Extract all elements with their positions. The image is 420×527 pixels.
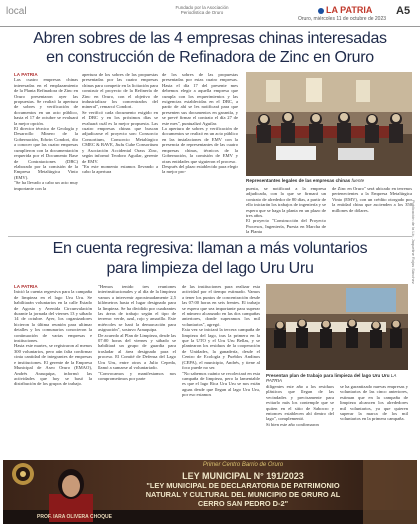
article2-column-4: diligentes este año a los residuos plásticos que llegan de las vecindades y precisamente para evitarlo más los contemple que se quiten en el sitio de Sabocro y entonces establecen ahí dentro del lago", complementó. Si bien este año confirmaron xyxy=(266,384,334,427)
municipal-seal-icon xyxy=(11,462,35,486)
page-number: A5 xyxy=(396,5,411,17)
section-label: local xyxy=(6,6,27,17)
article1-photo xyxy=(246,72,412,176)
date-line: Oruro, miércoles 11 de octubre de 2023 xyxy=(298,16,387,22)
article1-headline-line2: en construcción de Refinadora de Zinc en Oruro xyxy=(46,49,374,66)
article1-photo-caption xyxy=(246,178,412,183)
article2-byline: LA PATRIA xyxy=(14,284,38,289)
logo-text: LA PATRIA xyxy=(326,5,373,15)
article2-photo-caption xyxy=(266,373,410,384)
article2-photo-credit: LA PATRIA xyxy=(266,373,397,384)
article2-column-3: de las instituciones para realizar esta actividad por el tiempo estimado. Vamos a tener los puntos de concentración desde las 07:00 horas en seis frentes. El trabajo se espera que sea importante para superar el número alcanzado en las dos campañas anteriores, donde superamos los mil voluntarios", agregó. Esta vez se iniciará la tercera campaña de limpieza del lago, tras la primera en la que la UTO y el Uru Uru Bellas, y se plantearon los residuos de la cooperación de Unidades, la ganadería, desde el Centro de Ecología y Pueblos Andinos (CEPA), el municipio, Andrés, y tiene al foco puede no ser. "No sabemos cuánto se recolectará en esta campaña de limpieza, pero la lamentable es que el lago Rica Uru Uru se nos están aguas desde que llegan al lago Uru Uru, por eso estamos xyxy=(182,284,260,398)
ad-person-name: PROF. IARA OLIVERA CHOQUE xyxy=(37,514,112,520)
article1-byline: LA PATRIA xyxy=(14,72,38,77)
logo-mark-icon xyxy=(318,8,324,14)
article2-headline-line1: En cuenta regresiva: llaman a más voluntarios xyxy=(52,240,368,257)
article1-headline-line1: Abren sobres de las 4 empresas chinas interesadas xyxy=(33,30,387,47)
ad-kicker: Primer Centro Barrio de Oruro xyxy=(202,462,284,468)
ad-line-4: CERRO SAN PEDRO D-2" xyxy=(197,499,289,508)
article2-text-1: Inició la cuenta regresiva para la campaña de limpieza en el lago Uru Uru. Se habilitarán voluntarios en la calle Estado de Agosto y Avenida Circunvalación durante la jornada del viernes 13 y sábado 14 de octubre. Ayer, los organizadores hicieron la última reunión para ultimar detalles y los comunarios conocieron la continuación de varias empresas e instituciones. Hasta este martes, se registraron al menos 300 voluntarios, pero aún falta confirmar cinta cantidad de integrantes de empresas e instituciones. El gerente de la Empresa Municipal de Aseo Oruro (EMAO), Andrés Arauquipa, informó las actividades que hoy se basó la distribución de los grupos de trabajo. xyxy=(14,289,92,387)
article1-text-1: Las cuatro empresas chinas interesadas en el emplazamiento de la Planta Refinadora de Zinc en Oruro presentaron ayer las propuestas. Se realizó la apertura de sobres y verificación de documentos en un acto público, hasta el 17 de octubre se evaluará la mejor opción. El director técnico de Geología y Desarrollo Minero de la Gobernación, Edwin Condori, dio a conocer que las cuatro empresas cumplieron con la documentación requerida por el Documento Base de Contrataciones (DBC) elaborado por la comisión de la Empresa Metalúrgica Vinto (EMV). "Se ha llevado a cabo un acto muy importante con la xyxy=(14,77,78,191)
newspaper-tagline: Fundado por la Asociación Periodística de Oruro xyxy=(175,5,229,15)
article1-column-5: de Zinc en Oruro" será ubicado en terrenos pertenecientes a la Empresa Metalúrgica Vinto (EMV), con un crédito otorgado por la entidad china que ascienden a los 350 millones de dólares. xyxy=(332,186,412,213)
article1-column-3: de los sobres de las propuestas presentadas por estas cuatro empresas. Hasta el día 17 del presente mes debemos elegir a aquella empresa que cumpla con los requerimientos y las exigencias establecidas en el DBC, a partir de ahí se les notificará para que presenten sus documentos en garantía, y se prevé firmar el contrato el día 27 de este mes", puntualizó Aguilar. La apertura de sobres y verificación de documentos se realizó en un acto público en las instalaciones de EMV con la presencia de representantes de las cuatro empresas chinas, técnicos de la Gobernación, la comisión de EMV y otras entidades que siguieron el proceso. Después del plazo establecido para elegir la mejor pro- xyxy=(162,72,238,175)
ad-title: LEY MUNICIPAL N° 191/2023 xyxy=(182,471,304,481)
article1-photo-credit: fuente xyxy=(351,178,365,183)
article2-column-1 xyxy=(14,284,92,456)
article2-caption-text: Presentan plan de trabajo para limpieza del lago Uru Uru xyxy=(266,373,390,378)
ad-line-3: NATURAL Y CULTURAL DEL MUNICIPIO DE ORURO AL xyxy=(145,490,341,499)
article2-photo xyxy=(266,284,408,370)
side-credit: Publicación de la Lic. Jaqueline Rojas Sánchez xyxy=(411,200,416,284)
article2-column-5: se ha garantizado nuevas empresas y voluntarios de las cinco anteriores, estiman que en la campaña de limpieza alcancen los alrededores mil voluntarios, ya que quieren superar la marca de los mil voluntarios en la primera campaña. xyxy=(340,384,408,422)
advertisement-banner xyxy=(3,460,417,524)
article2-column-2: "Hemos tenido tres reuniones interinstitucionales y al día de la limpieza vamos a intervenir aproximadamente 2,5 kilómetros hasta el lugar designado para la limpieza. Se ha dividido por cuadrantes las áreas de trabajo según el tipo de terreno: verde, azul, rojo y amarillo. Este miércoles se hará la demarcación para asignación", sostuvo Arauquipa. De acuerdo al Plan de Limpieza, desde las 07:00 horas del viernes y sábado se habilitará un grupo de guardia para trasladar al área designado para el proceso. El Comité de Defensa del Lago Uru Uru, entre otros a Julio Cepeda, llamó a sumarse al voluntariado. "Convocamos y manifestamos nos comprometimos por parte xyxy=(98,284,176,381)
article1-caption-text: Representantes legales de las empresas chinas xyxy=(246,178,351,183)
article2-headline-line2: para limpieza del lago Uru Uru xyxy=(106,260,314,277)
article1-column-4: puesta, se notificará a la empresa adjudicada, con la que se firmará un contrato de alrededor de 80 días, a partir de ello iniciarán los trabajos de ingeniería y se espera que se haga la planta en un plazo de tres años. El proyecto "Construcción del Proyecto Procesos, Ingeniería, Puesta en Marcha de la Planta xyxy=(246,186,326,234)
article1-column-2: apertura de los sobres de las propuestas presentadas por las cuatro empresas chinas para competir en la licitación para construir el proyecto de la Refinería de Zinc en Oruro, con el objetivo de industrializar los concentrados del mineral", remarcó Condori. Se verificó cada documento exigido en el DBC y en los próximos días se evaluará cuál es la mejor propuesta. Las cuatro empresas chinas que buscan adjudicarse el proyecto son: Consorcio Consortium, Consorcio Metalúrgico CMEC & BAVE, Jiufu Cuhe Consortium y Asociación Accidental Orass Zinc, según informó Teodoro Aguilar, gerente de EMV. "En este momento estamos llevando a cabo la apertura xyxy=(82,72,158,175)
article1-column-1 xyxy=(14,72,78,232)
ad-line-2: "LEY MUNICIPAL DE DECLARATORIA DE PATRIMONIO xyxy=(146,481,340,490)
article-divider xyxy=(8,236,412,237)
newspaper-logo xyxy=(318,5,372,15)
